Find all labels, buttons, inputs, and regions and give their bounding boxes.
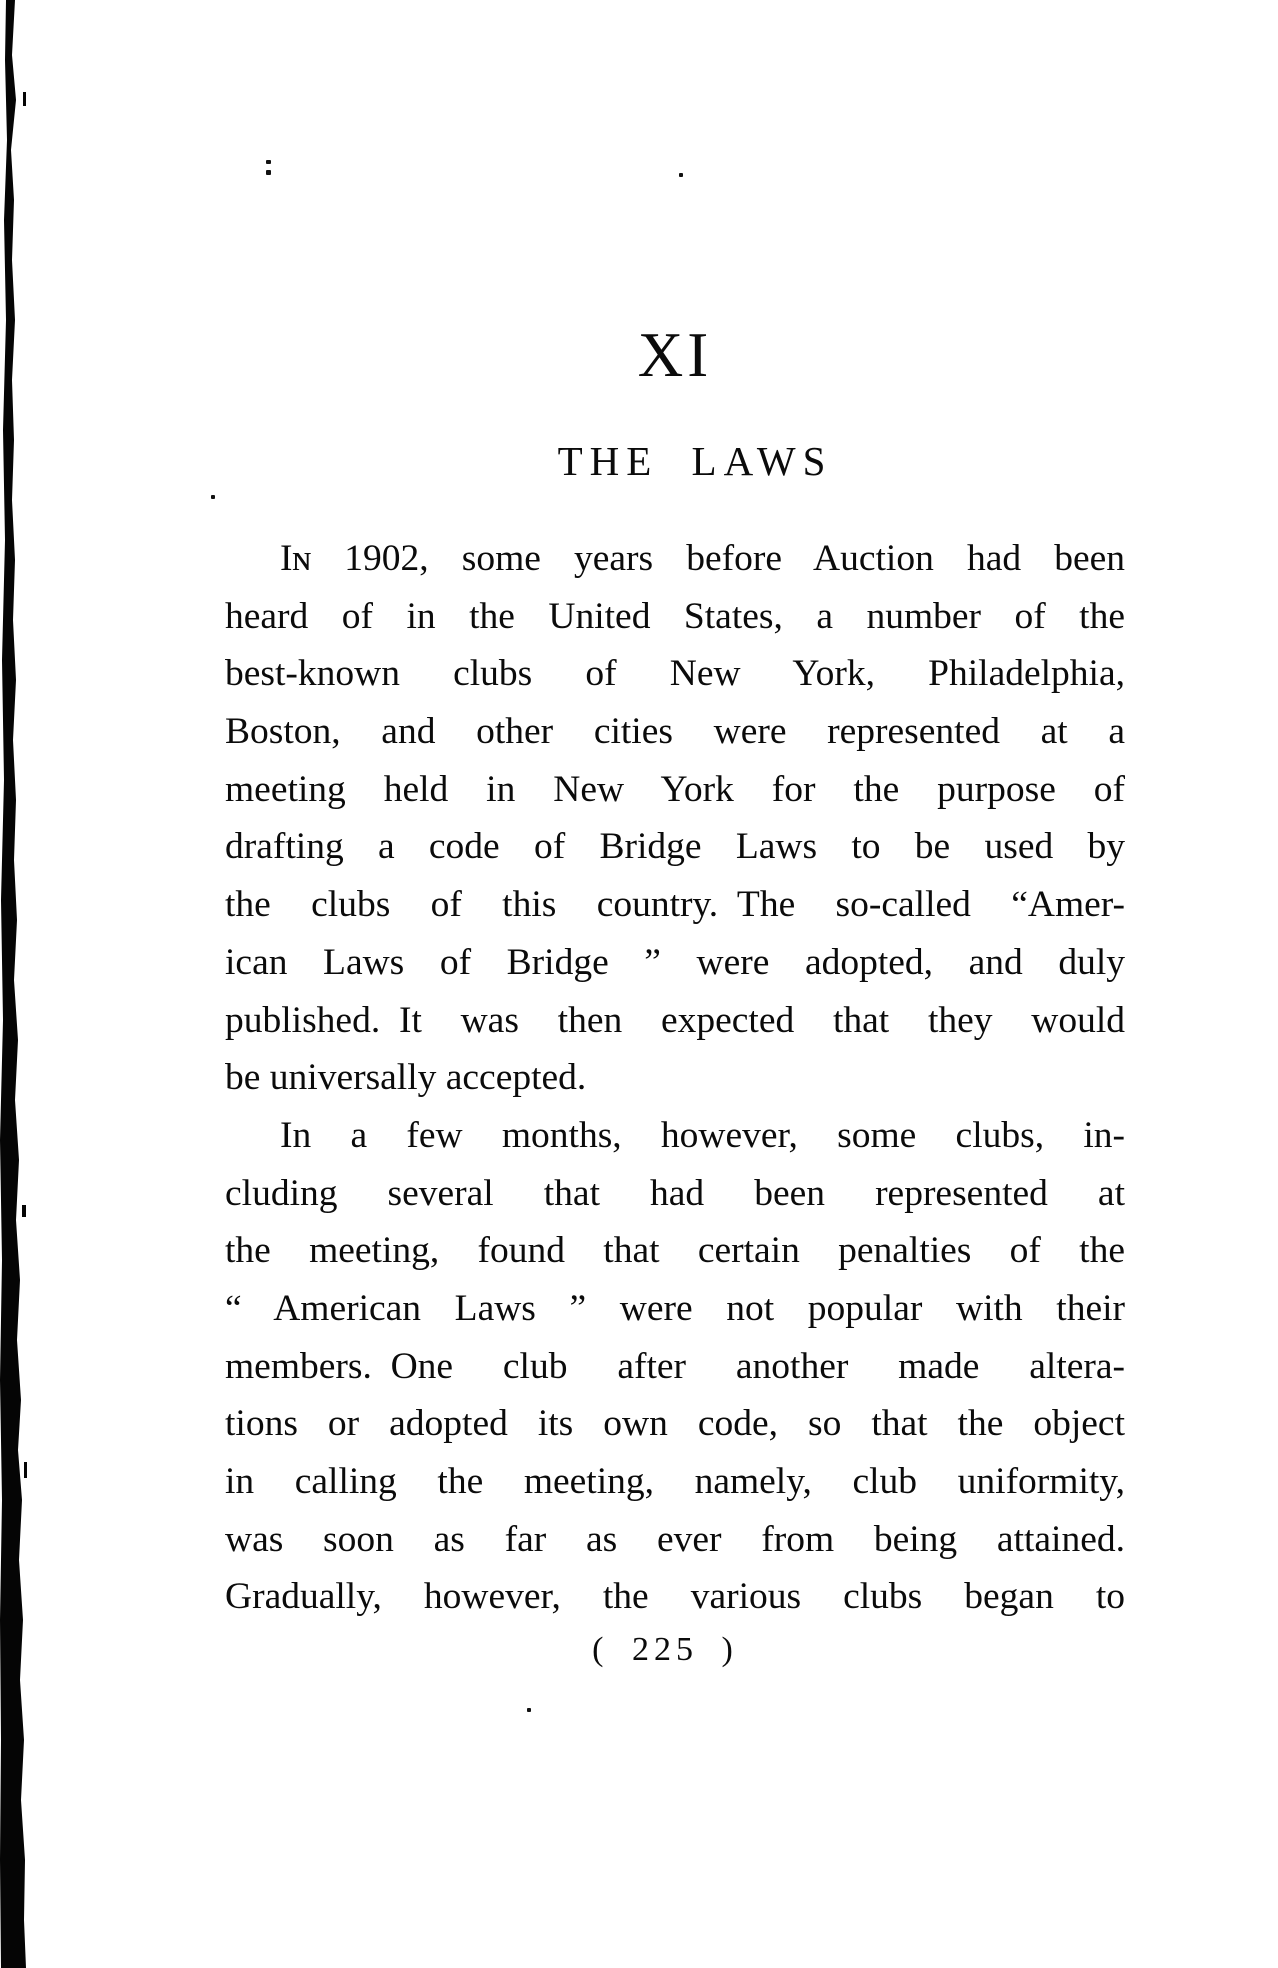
text-line: Iɴ 1902, some years before Auction had been <box>280 538 1125 579</box>
text-line: Gradually, however, the various clubs began to <box>225 1576 1125 1618</box>
scan-binding-edge-artifact <box>0 0 30 1968</box>
text-line: In a few months, however, some clubs, in- <box>280 1114 1125 1156</box>
ink-speck <box>266 170 271 175</box>
text-line: members. One club after another made altera- <box>225 1345 1125 1387</box>
page-number: ( 225 ) <box>592 1631 738 1668</box>
body-text <box>225 530 1125 1626</box>
text-line: the meeting, found that certain penalties of the <box>225 1230 1125 1272</box>
text-line: meeting held in New York for the purpose of <box>225 768 1125 810</box>
text-line: the clubs of this country. The so-called “Amer- <box>225 884 1125 926</box>
ink-speck <box>679 173 683 177</box>
text-line: drafting a code of Bridge Laws to be used by <box>225 826 1125 868</box>
text-line: was soon as far as ever from being attained. <box>225 1518 1125 1560</box>
text-line: best-known clubs of New York, Philadelphia, <box>225 653 1125 695</box>
text-line: be universally accepted. <box>225 1057 587 1099</box>
chapter-number: XI <box>637 320 713 390</box>
text-line: tions or adopted its own code, so that the object <box>225 1403 1125 1445</box>
text-line: heard of in the United States, a number of the <box>225 595 1125 637</box>
text-line: ican Laws of Bridge ” were adopted, and duly <box>225 941 1125 983</box>
chapter-title: THE LAWS <box>557 438 833 484</box>
text-line: published. It was then expected that they would <box>225 999 1125 1041</box>
text-line: in calling the meeting, namely, club uniformity, <box>225 1461 1125 1502</box>
text-line: “ American Laws ” were not popular with their <box>225 1287 1125 1329</box>
text-line: cluding several that had been represented at <box>225 1172 1125 1214</box>
text-line: Boston, and other cities were represented at a <box>225 711 1125 753</box>
ink-speck <box>211 495 215 499</box>
ink-speck <box>266 160 271 164</box>
ink-speck <box>527 1708 531 1712</box>
